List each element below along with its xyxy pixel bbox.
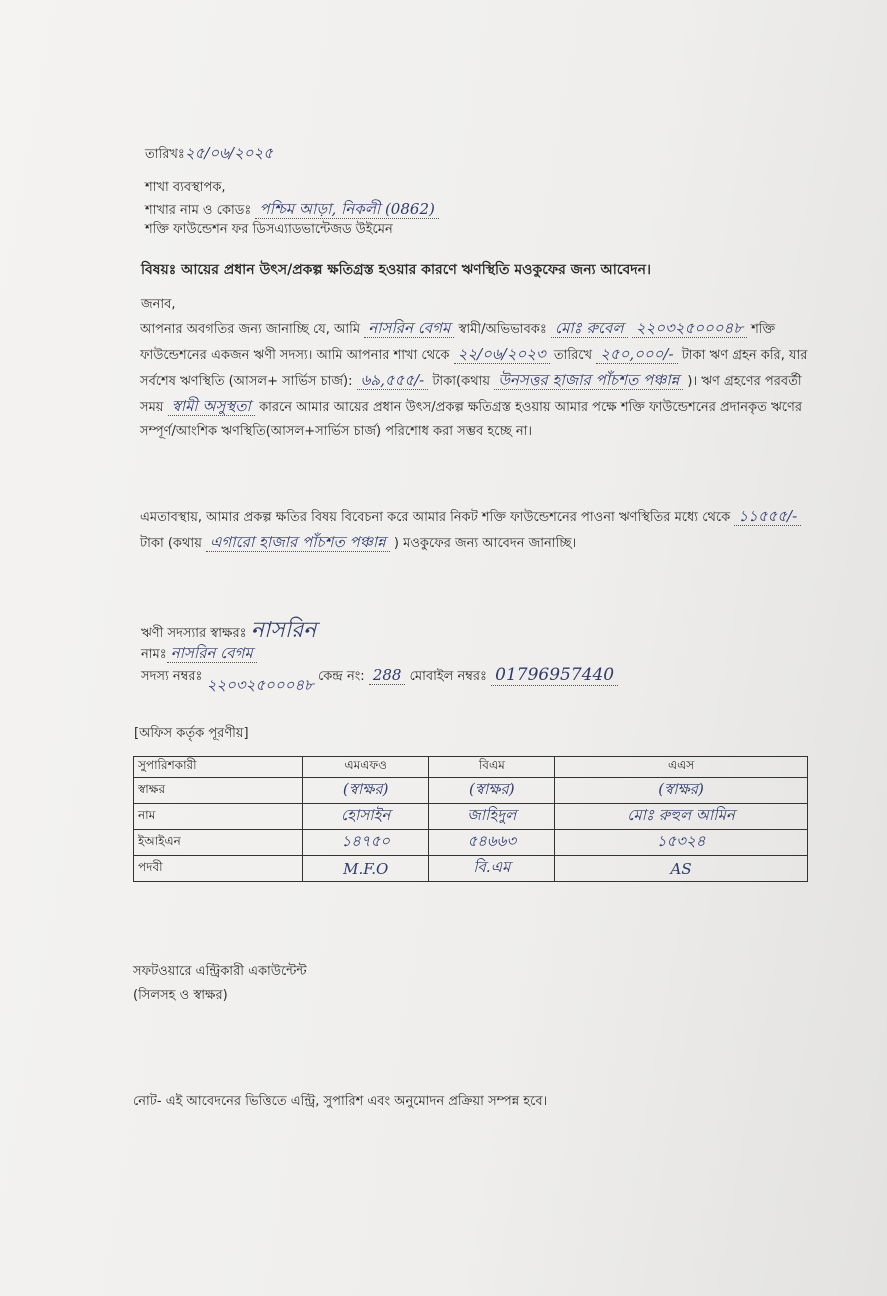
p1-text-d: তারিখে — [553, 348, 593, 363]
waive-amount-value: ১১৫৫৫/- — [734, 507, 801, 526]
p2-text-c: ) মওকুফের জন্য আবেদন জানাচ্ছি। — [393, 536, 577, 551]
table-row — [134, 856, 808, 882]
table-row — [134, 778, 808, 804]
member-id-inline: ২২০৩২৫০০০৪৮ — [632, 319, 747, 338]
table-cell: M.F.O — [303, 856, 429, 882]
date-value: ২৫/০৬/২০২৫ — [184, 144, 273, 162]
table-cell: মোঃ রুহুল আমিন — [555, 804, 808, 830]
p1-text-f: টাকা(কথায় — [432, 374, 491, 389]
row-label: স্বাক্ষর — [134, 778, 303, 804]
table-cell: (স্বাক্ষর) — [429, 778, 555, 804]
branch-label: শাখার নাম ও কোডঃ — [145, 203, 252, 218]
org-line: শক্তি ফাউন্ডেশন ফর ডিসএ্যাডভান্টেজড উইমেন — [145, 222, 393, 237]
office-note: [অফিস কর্তৃক পূরণীয়] — [134, 726, 249, 741]
salutation: জনাব, — [141, 297, 176, 312]
p2-text-b: টাকা (কথায় — [140, 536, 202, 551]
reason-value: স্বামী অসুস্থতা — [168, 397, 255, 416]
row-label: পদবী — [134, 856, 303, 882]
member-id-value: ২২০৩২৫০০০৪৮ — [206, 676, 314, 694]
table-cell: বি.এম — [429, 856, 555, 882]
table-header-row — [134, 757, 808, 778]
table-cell: জাহিদুল — [429, 804, 555, 830]
loan-date-value: ২২/০৬/২০২৩ — [454, 345, 550, 364]
date-label: তারিখঃ — [145, 147, 185, 162]
paragraph-1 — [140, 316, 810, 444]
table-cell: (স্বাক্ষর) — [555, 778, 808, 804]
table-cell: হোসাইন — [303, 804, 429, 830]
table-cell: (স্বাক্ষর) — [303, 778, 429, 804]
table-header-cell: এমএফও — [303, 757, 429, 778]
table-cell: ৫৪৬৬৩ — [429, 830, 555, 856]
recommendation-table — [133, 756, 808, 882]
p1-text-c: শক্তি ফাউন্ডেশনের একজন ঋণী সদস্য। আমি আপনার শাখা থেকে — [140, 322, 776, 363]
center-value: 288 — [369, 666, 406, 685]
member-id-line — [141, 664, 618, 694]
table-header-cell: সুপারিশকারী — [134, 757, 303, 778]
manager-line: শাখা ব্যবস্থাপক, — [145, 180, 226, 195]
table-cell: ১৫৩২৪ — [555, 830, 808, 856]
accountant-line: সফটওয়ারে এন্ট্রিকারী একাউন্টেন্ট — [133, 964, 307, 979]
applicant-name-value: নাসরিন বেগম — [364, 319, 454, 338]
waive-words-value: এগারো হাজার পাঁচশত পঞ্চান্ন — [206, 533, 390, 552]
guardian-name-value: মোঃ রুবেল — [551, 319, 628, 338]
mobile-label: মোবাইল নম্বরঃ — [409, 669, 487, 684]
branch-value: পশ্চিম আড়া, নিকলী (0862) — [255, 200, 438, 219]
paragraph-2 — [140, 504, 810, 556]
footer-note: নোট- এই আবেদনের ভিত্তিতে এন্ট্রি, সুপারিশ এবং অনুমোদন প্রক্রিয়া সম্পন্ন হবে। — [133, 1094, 548, 1109]
p1-text-e: টাকা ঋণ গ্রহন করি, যার সর্বশেষ ঋণস্থিতি (আসল+ সার্ভিস চার্জ): — [140, 348, 808, 389]
row-label: ইআইএন — [134, 830, 303, 856]
p2-text-a: এমতাবস্থায়, আমার প্রকল্প ক্ষতির বিষয় বিবেচনা করে আমার নিকট শক্তি ফাউন্ডেশনের পাওনা ঋণস্থিতির মধ্যে থেকে — [140, 510, 731, 525]
table-header-cell: এএস — [555, 757, 808, 778]
p1-text-h: কারনে আমার আয়ের প্রধান উৎস/প্রকল্প ক্ষতিগ্রস্ত হওয়ায় আমার পক্ষে শক্তি ফাউন্ডেশনের প্রদানকৃত ঋণের সম্পূর্ণ/আংশিক ঋণস্থিতি(আসল+সার্ভিস চার্জ) পরিশোধ করা সম্ভব হচ্ছে না। — [140, 400, 803, 439]
balance-value: ৬৯,৫৫৫/- — [357, 371, 429, 390]
seal-line: (সিলসহ ও স্বাক্ষর) — [133, 988, 228, 1003]
p1-text-b: স্বামী/অভিভাবকঃ — [458, 322, 547, 337]
center-label: কেন্দ্র নং: — [317, 669, 365, 684]
loan-amount-value: ২৫০,০০০/- — [596, 345, 677, 364]
p1-text-g: )। ঋণ গ্রহণের পরবর্তী সময় — [140, 374, 802, 415]
member-name-value: নাসরিন বেগম — [167, 644, 257, 663]
member-signature-value: নাসরিন — [250, 618, 317, 643]
member-signature-label: ঋণী সদস্যার স্বাক্ষরঃ — [141, 626, 247, 641]
p1-text-a: আপনার অবগতির জন্য জানাচ্ছি যে, আমি — [140, 322, 361, 337]
table-cell: ১৪৭৫০ — [303, 830, 429, 856]
table-row — [134, 830, 808, 856]
member-name-label: নামঃ — [141, 647, 167, 662]
table-header-cell: বিএম — [429, 757, 555, 778]
row-label: নাম — [134, 804, 303, 830]
member-id-label: সদস্য নম্বরঃ — [141, 669, 203, 684]
mobile-value: 01796957440 — [491, 665, 618, 686]
date-line — [145, 142, 273, 167]
subject-line: বিষয়ঃ আয়ের প্রধান উৎস/প্রকল্প ক্ষতিগ্রস্ত হওয়ার কারণে ঋণস্থিতি মওকুফের জন্য আবেদন। — [141, 262, 651, 278]
balance-words-value: উনসত্তর হাজার পাঁচশত পঞ্চান্ন — [494, 371, 683, 390]
table-row — [134, 804, 808, 830]
table-cell: AS — [555, 856, 808, 882]
